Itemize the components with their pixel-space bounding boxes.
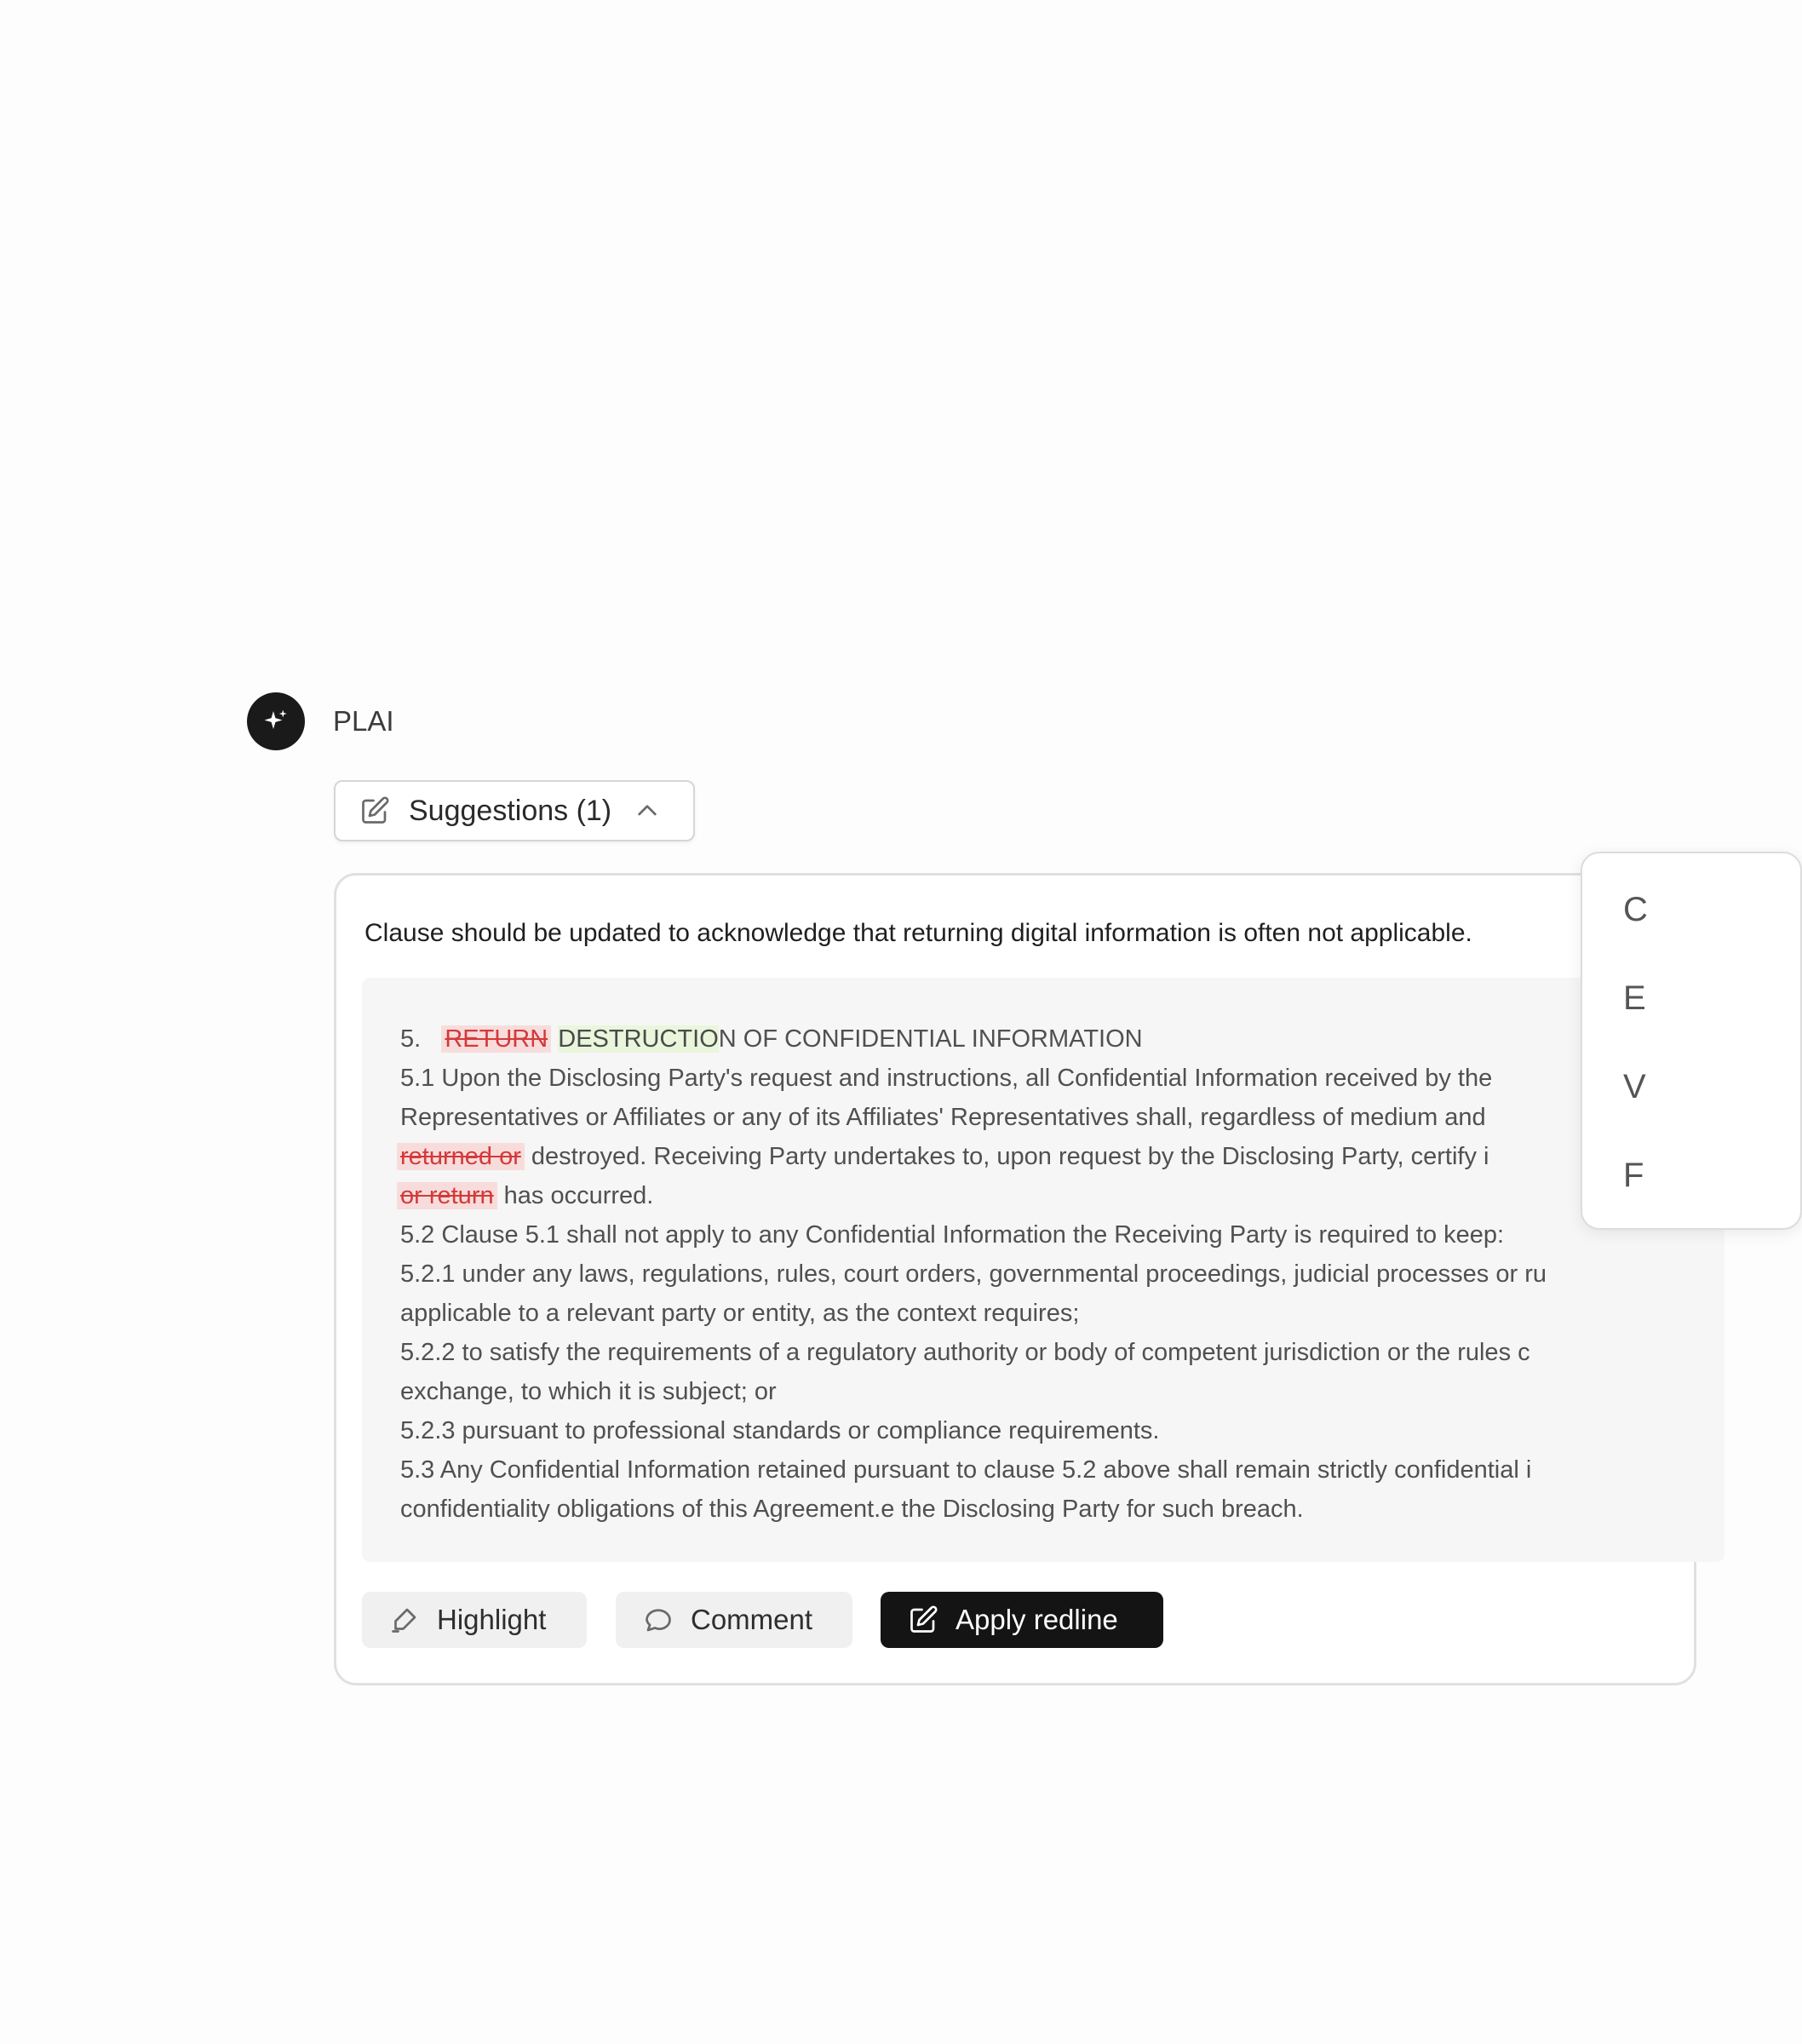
deleted-text: returned or [397,1143,525,1170]
clause-line: 5.2 Clause 5.1 shall not apply to any Confidential Information the Receiving Party is required to keep: [400,1221,1505,1249]
comment-button[interactable] [616,1592,852,1648]
apply-redline-button[interactable] [881,1592,1163,1648]
menu-item[interactable]: E [1623,979,1646,1017]
chevron-up-icon [634,797,661,824]
clause-line: 5.2.3 pursuant to professional standards or compliance requirements. [400,1417,1160,1444]
clause-heading [400,1022,1143,1056]
clause-heading-rest: N OF CONFIDENTIAL INFORMATION [718,1025,1143,1053]
inserted-text: DESTRUCTIO [558,1025,719,1053]
suggestions-toggle-label: Suggestions (1) [409,794,612,827]
clause-line: 5.3 Any Confidential Information retained pursuant to clause 5.2 above shall remain strictly confidential i [400,1456,1532,1484]
speech-bubble-icon [643,1605,674,1635]
pencil-square-icon [359,795,390,826]
pencil-square-icon [908,1605,938,1635]
clause-line [397,1140,1489,1174]
clause-line-rest: destroyed. Receiving Party undertakes to, upon request by the Disclosing Party, certify i [524,1143,1489,1170]
deleted-text: RETURN [441,1025,551,1053]
clause-line: applicable to a relevant party or entity, as the context requires; [400,1300,1080,1327]
side-dropdown-menu [1581,852,1802,1230]
highlighter-icon [389,1605,420,1635]
sparkle-icon [261,706,291,737]
highlight-button[interactable] [362,1592,587,1648]
comment-button-label: Comment [691,1604,813,1635]
menu-item[interactable]: V [1623,1068,1646,1105]
clause-line: Representatives or Affiliates or any of its Affiliates' Representatives shall, regardless of medium and [400,1104,1486,1131]
clause-line: 5.1 Upon the Disclosing Party's request and instructions, all Confidential Information received by the [400,1065,1493,1092]
highlight-button-label: Highlight [437,1604,547,1635]
clause-line: confidentiality obligations of this Agreement.e the Disclosing Party for such breach. [400,1496,1304,1523]
clause-redline-preview [362,978,1725,1562]
menu-item[interactable]: C [1623,891,1648,928]
clause-line [397,1179,653,1213]
assistant-avatar [247,692,305,750]
apply-redline-button-label: Apply redline [956,1604,1118,1635]
clause-line: 5.2.2 to satisfy the requirements of a regulatory authority or body of competent jurisdiction or the rules c [400,1339,1530,1366]
suggestions-toggle-button[interactable] [334,780,695,841]
suggestion-description: Clause should be updated to acknowledge that returning digital information is often not applicable. [364,919,1472,947]
suggestion-card [334,873,1696,1685]
clause-heading-number: 5. [400,1025,422,1053]
menu-item[interactable]: F [1623,1157,1644,1194]
clause-line: exchange, to which it is subject; or [400,1378,777,1405]
deleted-text: or return [397,1182,497,1209]
clause-line: 5.2.1 under any laws, regulations, rules, court orders, governmental proceedings, judicial processes or ru [400,1260,1547,1288]
clause-line-rest: has occurred. [496,1182,654,1209]
assistant-name: PLAI [333,705,394,737]
